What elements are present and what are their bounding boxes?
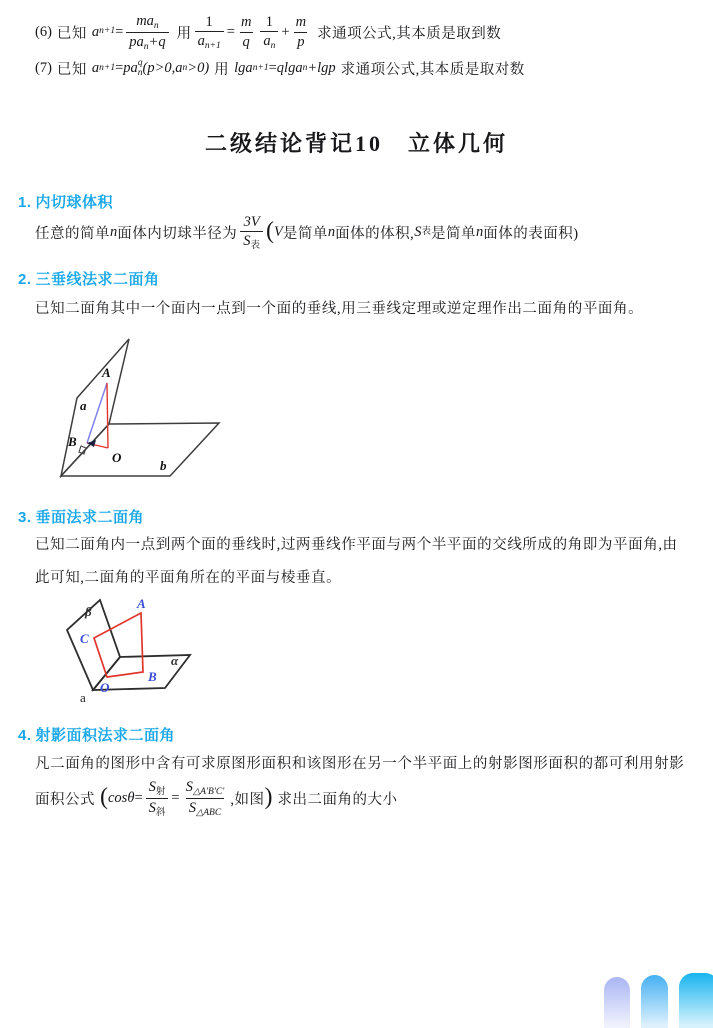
math-var: pa [123,60,138,76]
frac-den-sub: △ABC [195,807,222,818]
section-number: 1. [18,194,32,211]
label-a: a [80,398,87,413]
frac-num: S [185,779,193,795]
fraction [238,13,254,50]
math-sub: 表 [421,226,432,237]
decor-blob-purple [604,977,630,1028]
line-AO [107,383,108,448]
text: ,如图 [230,791,265,808]
text-use: 用 [214,62,230,78]
frac-num: ma [136,13,154,29]
frac-num: 3V [243,214,260,230]
section-heading-1 [18,191,113,212]
math-var: n [476,223,484,240]
math-eq: = [134,789,143,806]
frac-num-sub: n [153,21,159,31]
math-sub: n [182,62,188,73]
label-A: A [137,596,146,611]
section-3-line-1: 已知二面角内一点到两个面的垂线时,过两垂线作平面与两个半平面的交线所成的角即为平面角,由 [35,537,678,553]
frac-den: pa [129,33,144,50]
frac-den-sub: 斜 [155,807,166,818]
frac-num-sub: △A′B′C′ [192,787,225,797]
math-eq: = [171,789,180,806]
frac-den-sub: n [270,40,276,51]
math-var: n [327,223,336,240]
text: 面体内切球半径为 [117,225,238,242]
section-heading-3 [18,506,144,527]
frac-num: m [295,14,307,31]
frac-den-sub: n [143,41,149,52]
frac-den: S [148,799,156,816]
frac-den: a [197,32,205,49]
frac-den: q [240,32,253,51]
fraction [260,13,278,52]
label-B: B [148,669,157,684]
section-number: 4. [18,727,32,744]
section-1-body: 任意的简单 n 面体内切球半径为 $\frac{3V}{S_表}$ ( V 是简单 n 面体的体积, S 表 是简单 n 面体的表面积) [35,214,579,252]
math-eq: = [226,23,235,40]
frac-num-sub: 射 [155,787,166,797]
math-sup: q [137,58,143,68]
label-C: C [80,631,89,646]
label-b: b [160,458,167,473]
math-paren: (p>0,a [142,60,183,76]
frac-num: S [148,779,156,795]
frac-den: p [294,32,307,51]
item-number: (7) [35,60,52,76]
fraction [183,778,228,818]
section-title: 三垂线法求二面角 [35,271,160,288]
text: 任意的简单 [35,225,110,242]
label-beta: β [85,604,92,619]
frac-den-sub: 表 [250,241,261,252]
label-O: O [100,680,110,695]
frac-den: S [188,799,196,816]
section-number: 3. [18,509,32,526]
math-var: a [91,60,100,76]
text: 是简单 [282,225,328,242]
fraction [146,778,169,818]
math-sub: n+1 [99,62,116,73]
text: 面体的表面积) [483,225,579,242]
label-A: A [102,365,111,380]
decor-blob-cyan [679,973,713,1028]
fraction [240,213,263,252]
math-var: n [110,223,118,240]
math-var: V [274,223,283,240]
section-title: 射影面积法求二面角 [35,727,176,744]
text-known: 已知 [56,62,87,78]
math-var: qlga [276,60,303,76]
math-sub: n [302,62,308,73]
label-B: B [68,434,77,449]
frac-den-sub: n+1 [204,40,221,51]
formula-line-7 [35,58,525,79]
math-eq: = [115,23,124,40]
math-sub: n+1 [252,62,269,73]
text-tail: 求出二面角的大小 [277,791,398,808]
math-eq: = [268,60,277,76]
diagram-perpendicular-plane [58,592,198,708]
section-2-body: 已知二面角其中一个面内一点到一个面的垂线,用三垂线定理或逆定理作出二面角的平面角。 [35,301,644,317]
text-tail: 求通项公式,其本质是取到数 [317,25,502,42]
math-plus: +lgp [307,60,336,76]
section-3-line-2: 此可知,二面角的平面角所在的平面与棱垂直。 [35,570,342,586]
section-title: 内切球体积 [35,194,114,211]
diagram-three-perpendiculars [55,333,225,483]
section-heading-4 [18,724,175,745]
text: 面积公式 [35,791,95,808]
math-var: a [91,23,100,40]
label-O: O [112,450,122,465]
horizontal-plane [61,423,219,476]
section-title: 垂面法求二面角 [35,509,145,526]
label-alpha: α [171,653,179,668]
formula-line-6 [35,12,501,52]
section-heading-2 [18,268,160,289]
frac-den: S [243,233,251,250]
frac-den: a [263,32,271,49]
fraction [195,13,224,52]
math-plus: + [281,23,290,40]
math-paren-tail: >0) [187,60,210,76]
text: 是简单 [431,225,477,242]
section-4-formula: 面积公式 ( cosθ = $\frac{S_射}{S_斜}$ = $\frac{S_{\triangle A'B'C'}}{S_{\triangle ABC}}$ ,如图 ) 求出二面角的大小 [35,779,398,818]
fraction [293,13,309,50]
math-eq: = [115,60,124,76]
line-AB [87,383,107,443]
math-sub: n [137,67,143,78]
frac-num: m [240,14,252,31]
math-var: lga [234,60,253,76]
frac-den-tail: +q [148,33,166,50]
section-number: 2. [18,271,32,288]
page-title: 二级结论背记10 立体几何 [204,131,508,156]
math-cos-theta: cosθ [108,789,135,806]
section-4-line-1: 凡二面角的图形中含有可求原图形面积和该图形在另一个半平面上的射影图形面积的都可利用射影 [35,756,685,772]
text-known: 已知 [56,25,87,42]
math-var: S [414,223,422,240]
text-use: 用 [176,25,192,42]
text-tail: 求通项公式,其本质是取对数 [340,62,525,78]
item-number: (6) [35,23,52,40]
red-quadrilateral-ACOB [94,613,143,677]
frac-num: 1 [205,13,213,30]
math-sub: n+1 [99,26,116,37]
fraction [126,12,168,52]
label-a: a [80,690,86,705]
frac-num: 1 [265,13,274,30]
decor-blob-blue [641,975,668,1028]
text: 面体的体积, [335,225,415,242]
